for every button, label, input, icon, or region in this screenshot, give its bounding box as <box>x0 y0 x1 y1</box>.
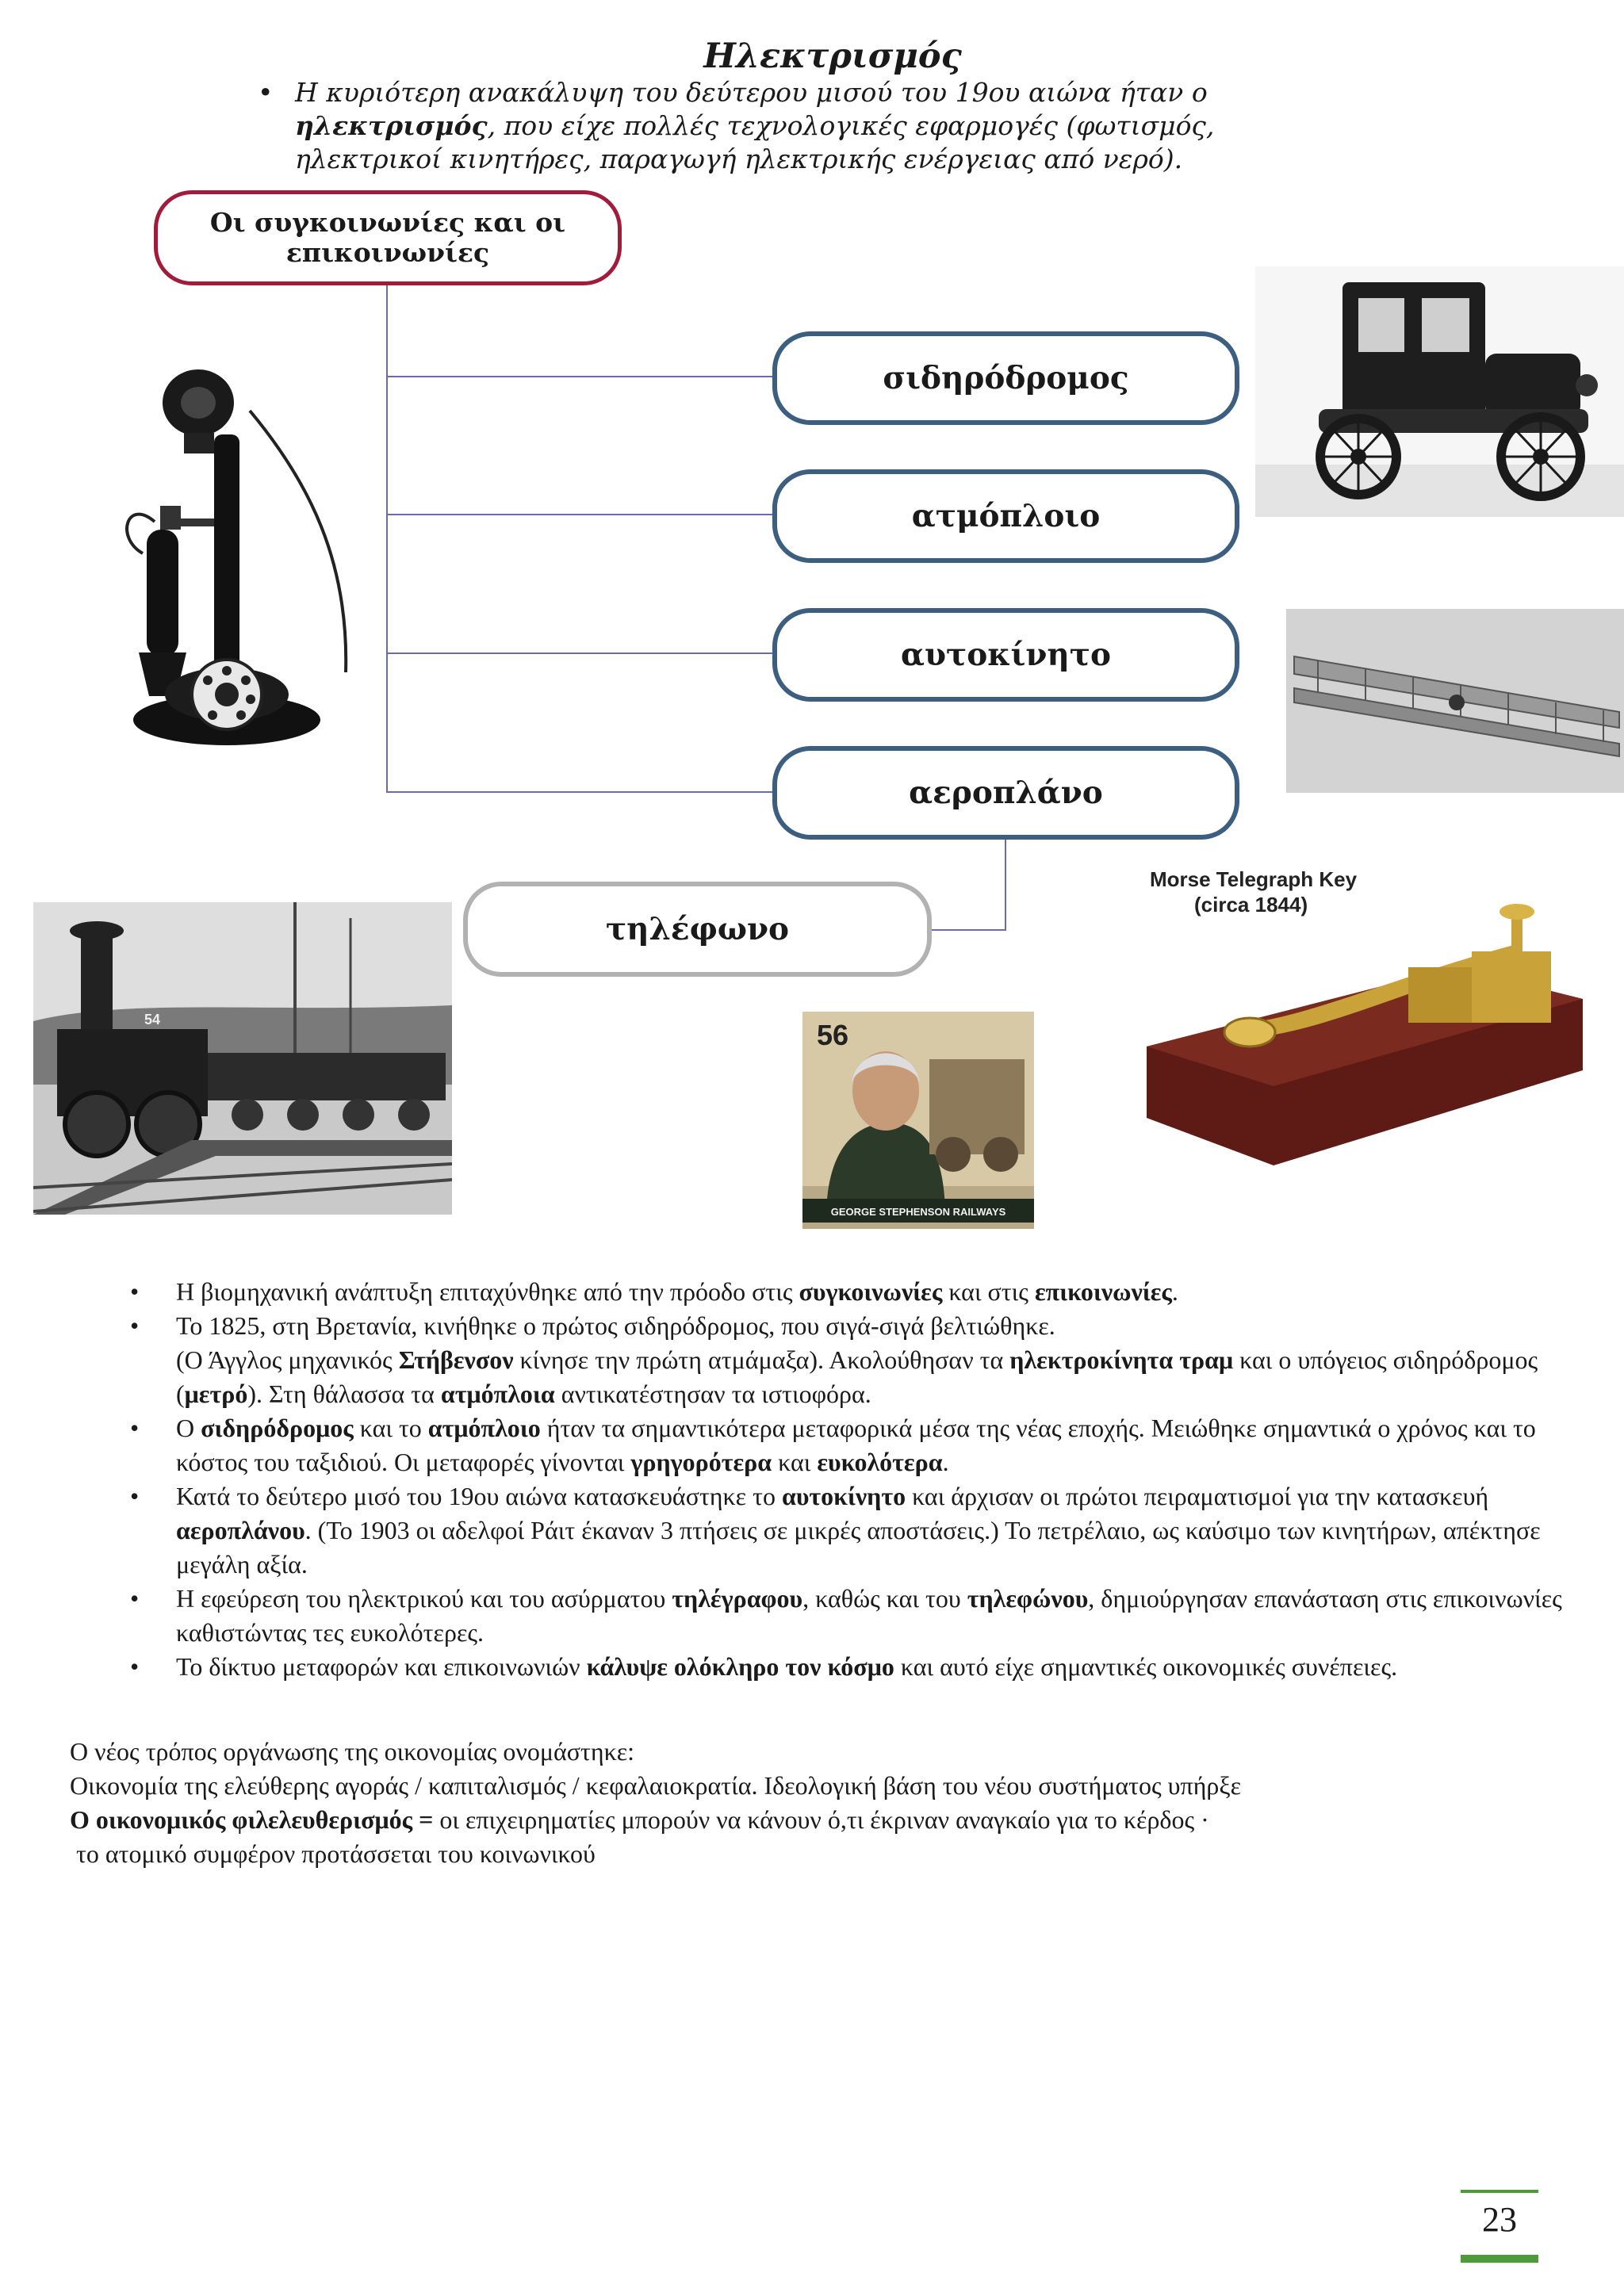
bullet-text <box>176 1650 1594 1684</box>
bullet-dot: • <box>258 77 274 108</box>
text-run: Ο <box>176 1414 201 1442</box>
bold-text-run: κάλυψε ολόκληρο τον κόσμο <box>586 1652 894 1681</box>
stephenson-stamp-image <box>795 1004 1042 1237</box>
body-bullet-item <box>119 1309 1594 1411</box>
bold-text-run: γρηγορότερα <box>630 1448 772 1476</box>
text-run: ). Στη θάλασσα τα <box>247 1380 441 1408</box>
vintage-car-image <box>1255 266 1624 517</box>
diagram-node-telephone: τηλέφωνο <box>463 882 932 977</box>
diagram-node-steamship: ατμόπλοιο <box>772 469 1239 563</box>
connector-telephone-vertical <box>1005 839 1006 931</box>
page-title: Ηλεκτρισμός <box>703 36 962 76</box>
text-run: ήταν τα σημαντικότερα μεταφορικά μέσα της νέας εποχής. Μειώθηκε σημαντικά ο χρόνος και το κόστος του ταξιδιού. Οι μεταφορές γίνονται <box>176 1414 1536 1476</box>
bold-text-run: μετρό <box>184 1380 248 1408</box>
text-run: και ο υπόγειος σιδηρόδρομος ( <box>176 1345 1538 1408</box>
bold-text-run: ηλεκτροκίνητα τραμ <box>1009 1345 1234 1374</box>
text-run: αντικατέστησαν τα ιστιοφόρα. <box>554 1380 871 1408</box>
bullet-text <box>176 1582 1594 1650</box>
bullet-dot: • <box>130 1277 140 1306</box>
bullet-dot: • <box>130 1311 140 1340</box>
telegraph-caption-line1: Morse Telegraph Key <box>1150 867 1358 891</box>
closing-line-3 <box>70 1803 1576 1837</box>
text-run: , καθώς και του <box>802 1584 967 1613</box>
bold-text-run: ατμόπλοια <box>440 1380 555 1408</box>
text-run: Η εφεύρεση του ηλεκτρικού και του ασύρματου <box>176 1584 672 1613</box>
page-number-bottom-rule <box>1461 2255 1538 2263</box>
text-run: . <box>942 1448 949 1476</box>
closing-line-4: το ατομικό συμφέρον προτάσσεται του κοινωνικού <box>70 1839 596 1868</box>
steam-train-image <box>33 902 452 1215</box>
intro-text <box>295 77 1214 174</box>
stamp-caption: GEORGE STEPHENSON RAILWAYS <box>830 1206 1006 1218</box>
connector-railway <box>386 376 772 377</box>
connector-car <box>386 652 772 654</box>
closing-paragraph <box>70 1735 1576 1871</box>
text-run: και το <box>353 1414 428 1442</box>
text-run: (Ο Άγγλος μηχανικός <box>176 1345 399 1374</box>
bold-text-run: Στήβενσον <box>398 1345 514 1374</box>
bold-text-run: ηλεκτρισμός <box>295 110 488 141</box>
text-run: . (Το 1903 οι αδελφοί Ράιτ έκαναν 3 πτήσεις σε μικρές αποστάσεις.) Το πετρέλαιο, ως καύσιμο των κινητήρων, απέκτησε μεγάλη αξία. <box>176 1516 1541 1578</box>
bullet-text <box>176 1275 1594 1309</box>
bold-text-run: τηλεφώνου <box>967 1584 1089 1613</box>
bullet-dot: • <box>130 1584 140 1613</box>
page-number-top-rule <box>1461 2190 1538 2193</box>
bullet-dot: • <box>130 1652 140 1681</box>
text-run: Η κυριότερη ανακάλυψη του δεύτερου μισού του 19ου αιώνα ήταν ο <box>295 77 1208 108</box>
bullet-text <box>176 1479 1594 1582</box>
connector-steamship <box>386 514 772 515</box>
bullet-text <box>176 1309 1594 1411</box>
bold-text-run: ευκολότερα <box>817 1448 943 1476</box>
train-number: 54 <box>144 1012 161 1027</box>
intro-bullet <box>258 76 1358 176</box>
text-run: , που είχε πολλές τεχνολογικές εφαρμογές (φωτισμός, ηλεκτρικοί κινητήρες, παραγωγή ηλεκτρικής ενέργειας από νερό). <box>295 110 1215 174</box>
stamp-value: 56 <box>817 1019 849 1051</box>
diagram-node-railway: σιδηρόδρομος <box>772 331 1239 425</box>
body-bullet-list <box>119 1275 1594 1684</box>
body-bullet-item <box>119 1275 1594 1309</box>
bullet-dot: • <box>130 1482 140 1510</box>
closing-line-3-rest: οι επιχειρηματίες μπορούν να κάνουν ό,τι έκριναν αναγκαίο για το κέρδος · <box>433 1805 1209 1834</box>
text-run: , δημιούργησαν επανάσταση στις επικοινωνίες καθιστώντας τες ευκολότερες. <box>176 1584 1562 1647</box>
telegraph-caption-line2: (circa 1844) <box>1194 893 1308 916</box>
bold-text-run: συγκοινωνίες <box>799 1277 943 1306</box>
body-bullet-item <box>119 1582 1594 1650</box>
text-run: και άρχισαν οι πρώτοι πειραματισμοί για την κατασκευή <box>906 1482 1489 1510</box>
text-run: και στις <box>942 1277 1035 1306</box>
diagram-root-node: Οι συγκοινωνίες και οι επικοινωνίες <box>154 190 622 285</box>
text-run: Το 1825, στη Βρετανία, κινήθηκε ο πρώτος σιδηρόδρομος, που σιγά-σιγά βελτιώθηκε. <box>176 1311 1055 1340</box>
bold-text-run: τηλέγραφου <box>672 1584 803 1613</box>
closing-line-3-bold: Ο οικονομικός φιλελευθερισμός = <box>70 1805 434 1834</box>
page-number-box <box>1461 2190 1538 2263</box>
body-bullet-item <box>119 1479 1594 1582</box>
bullet-text <box>176 1411 1594 1479</box>
text-run: κίνησε την πρώτη ατμάμαξα). Ακολούθησαν τα <box>513 1345 1010 1374</box>
text-run: Κατά το δεύτερο μισό του 19ου αιώνα κατασκευάστηκε το <box>176 1482 782 1510</box>
body-bullet-item <box>119 1411 1594 1479</box>
diagram-node-airplane: αεροπλάνο <box>772 746 1239 840</box>
bold-text-run: επικοινωνίες <box>1034 1277 1172 1306</box>
closing-line-2: Οικονομία της ελεύθερης αγοράς / καπιταλισμός / κεφαλαιοκρατία. Ιδεολογική βάση του νέου συστήματος υπήρξε <box>70 1771 1242 1800</box>
bold-text-run: αεροπλάνου <box>176 1516 305 1544</box>
connector-airplane <box>386 791 772 793</box>
closing-line-1: Ο νέος τρόπος οργάνωσης της οικονομίας ονομάστηκε: <box>70 1737 635 1766</box>
diagram-node-car: αυτοκίνητο <box>772 608 1239 702</box>
text-run: Η βιομηχανική ανάπτυξη επιταχύνθηκε από την πρόοδο στις <box>176 1277 799 1306</box>
candlestick-telephone-image <box>111 363 363 753</box>
text-run: και <box>772 1448 818 1476</box>
morse-telegraph-key-image <box>1139 856 1584 1181</box>
text-run: . <box>1171 1277 1178 1306</box>
bold-text-run: ατμόπλοιο <box>427 1414 541 1442</box>
body-bullet-item <box>119 1650 1594 1684</box>
text-run: και αυτό είχε σημαντικές οικονομικές συνέπειες. <box>894 1652 1398 1681</box>
connector-telephone-horizontal <box>932 929 1006 931</box>
bullet-dot: • <box>130 1414 140 1442</box>
bold-text-run: αυτοκίνητο <box>781 1482 906 1510</box>
text-run: Το δίκτυο μεταφορών και επικοινωνιών <box>176 1652 587 1681</box>
connector-trunk <box>386 285 388 793</box>
page-number: 23 <box>1482 2200 1517 2239</box>
wright-glider-image <box>1286 609 1624 793</box>
bold-text-run: σιδηρόδρομος <box>201 1414 354 1442</box>
